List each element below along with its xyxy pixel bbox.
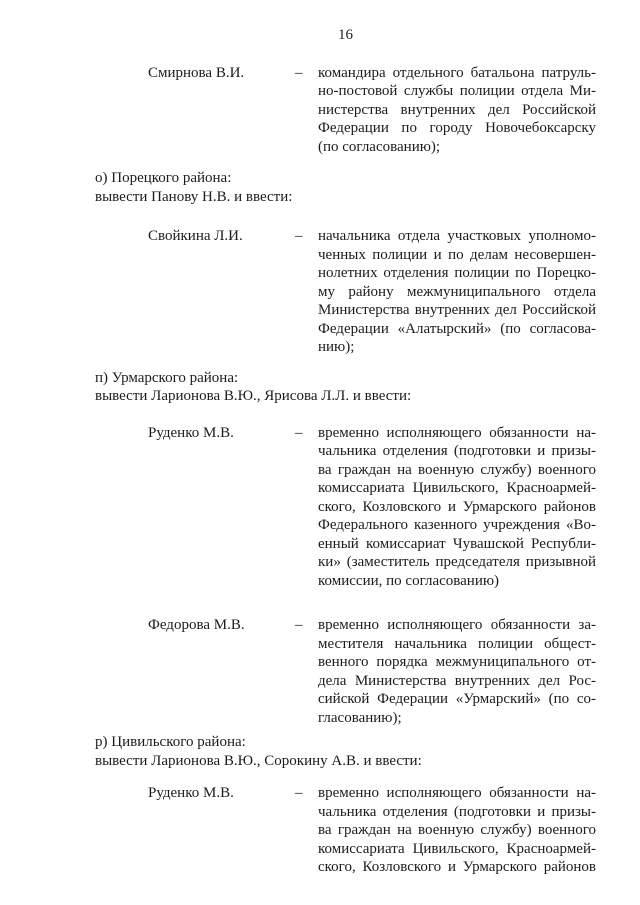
text-line: ва граждан на военную службу) военного xyxy=(318,822,596,838)
text-line: временно исполняющего обязанности на- xyxy=(318,424,596,441)
section-title: о) Порецкого района: xyxy=(95,170,232,186)
entry-text xyxy=(318,424,596,591)
entry-dash: – xyxy=(295,228,303,244)
entry-name: Руденко М.В. xyxy=(148,785,234,801)
text-line: сийской Федерации «Урмарский» (по со- xyxy=(318,691,596,707)
text-line: ченных полиции и по делам несовершен- xyxy=(318,246,596,263)
text-line: начальника отдела участковых уполномо- xyxy=(318,228,596,244)
entry-text xyxy=(318,616,596,727)
text-line: нию); xyxy=(318,339,355,355)
entry-dash: – xyxy=(295,617,303,633)
text-line: комиссии, по согласованию) xyxy=(318,572,500,589)
section-subtitle: вывести Ларионова В.Ю., Ярисова Л.Л. и ввести: xyxy=(95,388,412,404)
text-line: гласованию); xyxy=(318,709,402,726)
entry-name: Руденко М.В. xyxy=(148,424,234,441)
text-line: Федерации по городу Новочебоксарску xyxy=(318,120,596,136)
text-line: ского, Козловского и Урмарского районов xyxy=(318,859,596,875)
entry-text xyxy=(318,784,596,877)
entry-text xyxy=(318,227,596,357)
appointment-entry xyxy=(95,424,596,591)
section-heading xyxy=(95,369,596,406)
entry-text xyxy=(318,64,596,157)
text-line: (по согласованию); xyxy=(318,138,441,155)
entry-dash: – xyxy=(295,785,303,801)
text-line: ва граждан на военную службу) военного xyxy=(318,461,596,478)
text-line: временно исполняющего обязанности на- xyxy=(318,785,596,801)
text-line: нистерства внутренних дел Российской xyxy=(318,101,596,118)
appointment-entry xyxy=(95,616,596,727)
text-line: комиссариата Цивильского, Красноармей- xyxy=(318,840,596,857)
text-line: временно исполняющего обязанности за- xyxy=(318,617,596,633)
section-subtitle: вывести Панову Н.В. и ввести: xyxy=(95,188,293,205)
section-title: р) Цивильского района: xyxy=(95,734,246,750)
text-line: но-постовой службы полиции отдела Ми- xyxy=(318,83,596,99)
text-line: му району межмуниципального отдела xyxy=(318,283,596,300)
text-line: чальника отделения (подготовки и призы- xyxy=(318,443,596,459)
text-line: местителя начальника полиции общест- xyxy=(318,635,596,652)
entry-name: Смирнова В.И. xyxy=(148,64,245,81)
text-line: Министерства внутренних дел Российской xyxy=(318,302,596,318)
entry-dash: – xyxy=(295,424,303,441)
text-line: Федерального казенного учреждения «Во- xyxy=(318,517,596,533)
text-line: ского, Козловского и Урмарского районов xyxy=(318,498,596,515)
entry-name: Свойкина Л.И. xyxy=(148,228,243,244)
entry-dash: – xyxy=(295,64,303,81)
text-line: ки» (заместитель председателя призывной xyxy=(318,554,596,570)
section-heading xyxy=(95,169,596,206)
section-heading xyxy=(95,733,596,770)
section-title: п) Урмарского района: xyxy=(95,369,239,386)
text-line: енный комиссариат Чувашской Республи- xyxy=(318,535,596,552)
text-line: комиссариата Цивильского, Красноармей- xyxy=(318,480,596,496)
text-line: командира отдельного батальона патруль- xyxy=(318,64,596,81)
page-number: 16 xyxy=(338,27,353,43)
appointment-entry xyxy=(95,784,596,877)
entry-name: Федорова М.В. xyxy=(148,617,245,633)
section-subtitle: вывести Ларионова В.Ю., Сорокину А.В. и ввести: xyxy=(95,752,422,769)
appointment-entry xyxy=(95,227,596,357)
appointment-entry xyxy=(95,64,596,157)
text-line: Федерации «Алатырский» (по согласова- xyxy=(318,320,596,337)
text-line: дела Министерства внутренних дел Рос- xyxy=(318,672,596,689)
text-line: нолетних отделения полиции по Порецко- xyxy=(318,265,596,281)
text-line: чальника отделения (подготовки и призы- xyxy=(318,803,596,820)
text-line: венного порядка межмуниципального от- xyxy=(318,654,596,670)
